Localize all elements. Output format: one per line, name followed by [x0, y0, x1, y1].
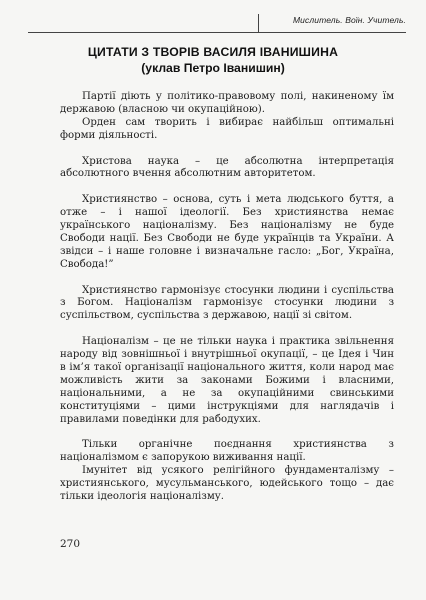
- title-line-2: (уклав Петро Іванишин): [141, 61, 285, 75]
- paragraph: Націоналізм – це не тільки наука і практика звільнення народу від зовнішньої і внутрішньої окупації, – це Ідея і Чин в ім’я такої організації національного життя, коли народ має можливість жити за законами Божими і власними, національними, а не за окупаційними свинськими конституціями – цими інструкціями для наглядачів і правилами поведінки для рабодухих.: [60, 336, 394, 425]
- quotes-body: [60, 91, 394, 504]
- chapter-title: [40, 44, 386, 76]
- paragraph: Християнство – основа, суть і мета людського буття, а отже – і нашої ідеології. Без християнства немає українського націоналізму. Без націоналізму не буде Свободи нації. Без Свободи не буде українців та України. А звідси – і наше головне і визначальне гасло: „Бог, Україна, Свобода!”: [60, 194, 394, 270]
- running-header: [28, 14, 406, 33]
- paragraph: Орден сам творить і вибирає найбільш оптимальні форми діяльності.: [60, 116, 394, 141]
- paragraph: Партії діють у політико-правовому полі, накиненому їм державою (власною чи окупаційною).: [60, 91, 394, 115]
- page-number: 270: [60, 538, 81, 550]
- paragraph: Христова наука – це абсолютна інтерпретація абсолютного вчення абсолютним авторитетом.: [60, 155, 394, 180]
- paragraph: Тільки органічне поєднання християнства з націоналізмом є запорукою виживання нації.: [60, 439, 394, 464]
- paragraph: Імунітет від усякого релігійного фундаменталізму – християнського, мусульманського, юдейського тощо – дає тільки ідеологія націоналізму.: [60, 465, 394, 503]
- title-line-1: ЦИТАТИ З ТВОРІВ ВАСИЛЯ ІВАНИШИНА: [87, 45, 339, 59]
- running-header-text: Мислитель. Воїн. Учитель.: [293, 15, 406, 25]
- paragraph: Християнство гармонізує стосунки людини і суспільства з Богом. Націоналізм гармонізує стосунки людини з суспільством, суспільства з державою, нації зі світом.: [60, 284, 394, 322]
- header-divider: [258, 14, 259, 32]
